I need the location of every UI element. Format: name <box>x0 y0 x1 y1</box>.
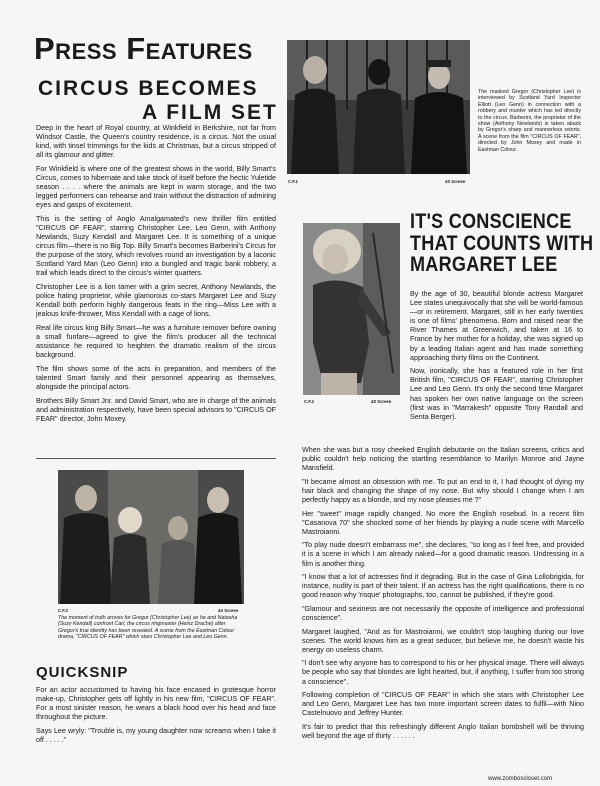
article1-paragraph: For Winkfield is where one of the greatest shows in the world, Billy Smart's Circus, comes to hibernate and take stock of itself before the hectic Yuletide season . . . . where the animals are kept in warm storage, and the two legged performers can rehearse and train without the distraction of admiring eyes and gasps of excitement. <box>36 164 276 210</box>
article2-headline-line1: IT'S CONSCIENCE <box>410 210 572 233</box>
article2-paragraph: "To play nude doesn't embarrass me", she declares, "so long as I feel free, and provided it is a scene in which I am already naked—for a good dramatic reason. Undressing in a film is another thing. <box>302 541 584 568</box>
article3-paragraph: For an actor accustomed to having his face encased in grotesque horror make-up, Christopher gets off lightly in his new film, "CIRCUS OF FEAR". For a most sinister reason, he wears a black hood over his head and face throughout the picture. <box>36 686 276 722</box>
article2-paragraph: Following completion of "CIRCUS OF FEAR" in which she stars with Christopher Lee and Leo Genn, Margaret Lee has two more important screen dates to fulfil—with Nino Castelnuovo and Jeffrey Hunter. <box>302 691 584 718</box>
article1-headline-line1: CIRCUS BECOMES <box>38 77 259 100</box>
photo-cf1-ref: C.F.1 <box>288 179 298 184</box>
article2-headline-line2: THAT COUNTS WITH <box>410 231 594 255</box>
article3-body <box>36 686 276 750</box>
article3-paragraph: Says Lee wryly: "Trouble is, my young daughter now screams when I take it off . . . . ." <box>36 726 276 744</box>
article1-headline-line2: A FILM SET <box>142 101 278 124</box>
article1-paragraph: Deep in the heart of Royal country, at Winkfield in Berkshire, not far from Windsor Castle, the Queen's country residence, is a circus. Not the usual kind, with tinsel trimmings for the kids at Christmas, but a circus stripped of all its glamour and glitter. <box>36 124 276 160</box>
article2-body-wide <box>302 446 584 746</box>
photo-cf1 <box>287 40 470 174</box>
article2-paragraph: By the age of 30, beautiful blonde actress Margaret Lee states unequivocally that she will be world-famous—or in retirement. Margaret, still in her early twenties is one of films' phenomena. Born and raised near the River Thames at Greenwich, and taken at 16 to France by her mother for a holiday, she was signed up by a leading Italian agent and has made something approaching thirty films on the Continent. <box>410 290 583 362</box>
article1-paragraph: Brothers Billy Smart Jnr. and David Smart, who are in charge of the animals and administration respectively, have been special advisors to "CIRCUS OF FEAR" director, John Moxey. <box>36 396 276 423</box>
article3-headline: QUICKSNIP <box>36 664 129 681</box>
photo-cf1-image <box>287 40 470 174</box>
photo-cf2-ref: C.F.2 <box>304 399 314 404</box>
photo-cf2-size: 4S Screen <box>371 399 392 404</box>
photo-cf3-image <box>58 470 244 604</box>
article2-headline <box>410 211 600 276</box>
article2-body-narrow <box>410 290 583 426</box>
article2-paragraph: "It became almost an obsession with me. To put an end to it, I had thought of dying my hair black and changing the shape of my nose. But why should I change when I am perfectly happy as a blonde, and my nose pleases me ?" <box>302 477 584 504</box>
photo-cf3 <box>58 470 244 604</box>
footer-url: www.zomboscloset.com <box>488 776 553 782</box>
photo-cf1-size: 4S Screen <box>445 179 466 184</box>
article2-paragraph: Her "sweet" image rapidly changed. No more the English rosebud. In a recent film "Casanova 70" she shocked some of her friends by playing a nude scene with Marcello Mastroianni. <box>302 509 584 536</box>
article2-paragraph: "I don't see why anyone has to correspond to his or her physical image. There will always be people who say that blondes are light hearted, but, if anything, I suffer from too strong a conscience". <box>302 659 584 686</box>
photo-cf3-caption: The moment of truth arrives for Gregor (Christopher Lee) as he and Natasha (Suzy Kendall) confront Carl, the circus ringmaster (Heinz Drache) after Gregor's true identity has been revealed. A scene from the Eastman Colour drama, "CIRCUS OF FEAR" which stars Christopher Lee and Leo Genn. <box>58 615 238 641</box>
article1-body <box>36 124 276 428</box>
article1-paragraph: The film shows some of the acts in preparation, and members of the talented Smart family and their personnel appearing as themselves, alongside the principal actors. <box>36 364 276 391</box>
article2-paragraph: Margaret laughed, "And as for Mastroianni, we couldn't stop laughing during our love scenes. The world knows him as a great seducer, but believe me, he doesn't waste his energy on useless charm. <box>302 627 584 654</box>
article2-paragraph: "I know that a lot of actresses find it degrading. But in the case of Gina Lollobrigida, for instance, nudity is part of their talent. If an actress has the right qualifications, there is no good reason why 'risque' photographs, too, cannot be published, if they're good. <box>302 573 584 600</box>
section-divider <box>36 458 276 459</box>
masthead-title: Press Features <box>34 31 253 66</box>
article2-paragraph: It's fair to predict that this refreshingly different Anglo Italian bombshell will be thriving well beyond the age of thirty . . . . . . <box>302 722 584 741</box>
article2-paragraph: When she was but a rosy cheeked English debutante on the Italian screens, critics and public couldn't help noticing the startling resemblance to Marilyn Monroe and Jayne Mansfield. <box>302 446 584 473</box>
article2-headline-line3: MARGARET LEE <box>410 253 558 276</box>
photo-cf2 <box>303 223 400 395</box>
article2-paragraph: "Glamour and sexiness are not necessarily the opposite of intelligence and professional conscience". <box>302 604 584 622</box>
article1-paragraph: Real life circus king Billy Smart—he was a furniture remover before owning a small funfare—agreed to give the film's producer all the technical assistance he required to heighten the dramatic realism of the circus background. <box>36 323 276 360</box>
article2-paragraph: Now, ironically, she has a featured role in her first British film, "CIRCUS OF FEAR", starring Christopher Lee and Leo Genn. It's only the second time Margaret has spoken her own native language on the screen (first was in "Marrakesh" opposite Tony Randall and Senta Berger). <box>410 367 583 421</box>
photo-cf1-caption: The masked Gregor (Christopher Lee) is interviewed by Scotland Yard Inspector Elliott (Leo Genn) in connection with a robbery and murder which has led directly to the circus. Barberini, the proprietor of the show (Anthony Newlands) is taken aback by Gregor's sharp and mannerless retorts. A scene from the film "CIRCUS OF FEAR", directed by John Moxey and made in Eastman Colour. <box>478 89 581 153</box>
article1-paragraph: Christopher Lee is a lion tamer with a grim secret, Anthony Newlands, the police hating proprietor, while glamorous co-stars Margaret Lee and Suzy Kendall both perform highly dangerous feats in the ring—Miss Lee with a jealous knife-thrower, Miss Kendall with a cage of lions. <box>36 283 276 319</box>
photo-cf3-size: 4S Screen <box>218 608 239 613</box>
photo-cf2-image <box>303 223 400 395</box>
article1-paragraph: This is the setting of Anglo Amalgamated's new thriller film entitled "CIRCUS OF FEAR", starring Christopher Lee, Leo Genn, with Anthony Newlands, Suzy Kendall and Margaret Lee. It is something of a unique circus film—there is no Big Top. Billy Smart's becomes Barberini's Circus for the purpose of the story, which revolves round an investigation by a laconic Scotland Yard Man (Leo Genn) into a bungled and tragic bank robbery, a trail which leads direct to the circus's winter quarters. <box>36 214 276 278</box>
photo-cf3-ref: C.F.3 <box>58 608 68 613</box>
